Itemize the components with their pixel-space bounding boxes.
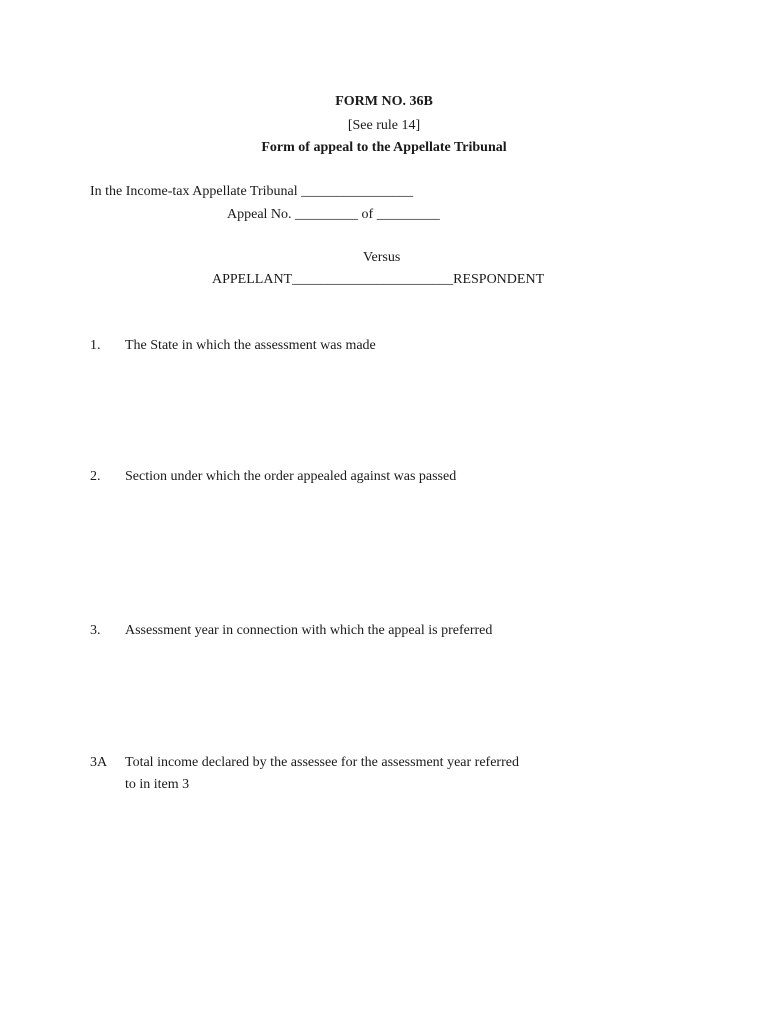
- appeal-number-line: Appeal No. _________ of _________: [227, 207, 440, 222]
- parties-line: APPELLANT_______________________RESPONDENT: [212, 272, 545, 287]
- item-text: Total income declared by the assessee for the assessment year referred: [125, 755, 519, 770]
- item-number: 3A: [90, 755, 108, 770]
- item-text: The State in which the assessment was made: [125, 338, 376, 353]
- versus-label: Versus: [363, 250, 401, 265]
- form-number: FORM NO. 36B: [335, 94, 433, 109]
- rule-reference: [See rule 14]: [347, 118, 421, 133]
- tribunal-line: In the Income-tax Appellate Tribunal ________________: [90, 184, 414, 199]
- item-text: Assessment year in connection with which the appeal is preferred: [125, 623, 493, 638]
- item-number: 1.: [90, 338, 101, 353]
- item-number: 2.: [90, 469, 101, 484]
- form-title: Form of appeal to the Appellate Tribunal: [261, 140, 507, 155]
- item-number: 3.: [90, 623, 101, 638]
- item-text: Section under which the order appealed against was passed: [125, 469, 457, 484]
- item-text-continuation: to in item 3: [125, 777, 190, 792]
